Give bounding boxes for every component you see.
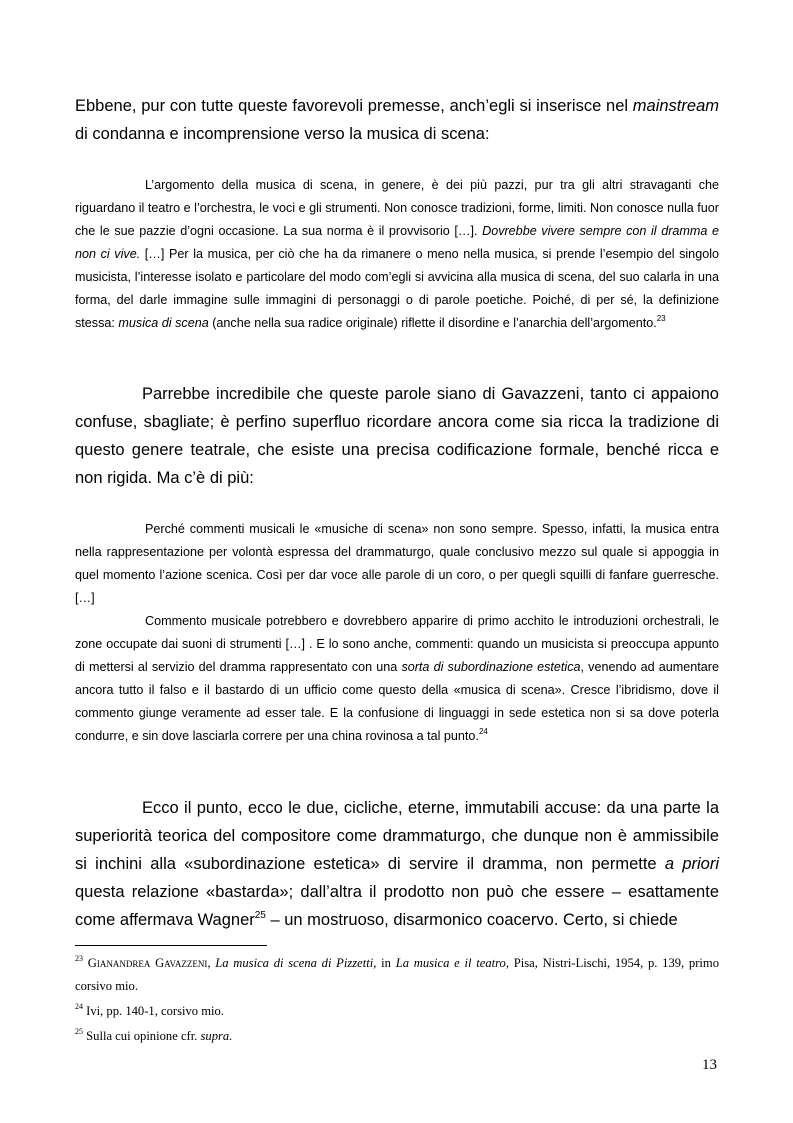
emphasis: musica di scena	[118, 316, 209, 330]
text-run: in	[376, 956, 396, 970]
block-quote-1	[75, 174, 719, 335]
text-run: Sulla cui opinione cfr.	[83, 1029, 201, 1043]
body-paragraph-3	[75, 794, 719, 934]
text-run: questa relazione «bastarda»; dall’altra il prodotto non può che essere – esattamente come affermava Wagner	[75, 883, 719, 929]
footnote-author: Gianandrea Gavazzeni	[87, 956, 208, 970]
footnote-ref[interactable]: 25	[254, 910, 266, 921]
text-run: , Pisa, Nistri-Lischi, 1954, p. 139, primo corsivo mio.	[75, 956, 720, 993]
intro-paragraph	[75, 92, 719, 148]
quote-paragraph	[75, 610, 719, 748]
text-run: di condanna e incomprensione verso la musica di scena:	[75, 125, 490, 143]
footnote-24	[75, 1000, 719, 1023]
footnote-ref[interactable]: 23	[656, 314, 666, 323]
footnote-ref[interactable]: 24	[478, 727, 488, 736]
emphasis: sorta di subordinazione estetica	[401, 660, 581, 674]
footnote-title: La musica di scena di Pizzetti,	[215, 956, 377, 970]
text-run: L’argomento della musica di scena, in genere, è dei più pazzi, pur tra gli altri stravaganti che riguardano il teatro e l’orchestra, le voci e gli strumenti. Non conosce tradizioni, forme, limiti. Non conosce nulla fuor che le sue pazzie d’ogni occasione. La sua norma è il provvisorio […].	[75, 178, 719, 238]
footnote-23	[75, 952, 719, 998]
emphasis: Dovrebbe vivere sempre con il dramma e non ci vive.	[75, 224, 720, 261]
footnote-title: La musica e il teatro	[395, 956, 506, 970]
block-quote-2	[75, 518, 719, 748]
text-run: […] Per la musica, per ciò che ha da rimanere o meno nella musica, si prende l’esempio del singolo musicista, l’interesse isolato e particolare del modo com’egli si avvicina alla musica di scena, del suo calarla in una forma, del darle immagine sulle immagini di personaggi o di parole poetiche. Poiché, di per sé, la definizione stessa:	[75, 247, 719, 330]
emphasis: a priori	[664, 855, 720, 873]
text-run: (anche nella sua radice originale) riflette il disordine e l’anarchia dell’argomento.	[208, 316, 657, 330]
text-run: Ebbene, pur con tutte queste favorevoli premesse, anch’egli si inserisce nel	[75, 97, 633, 115]
text-run: Commento musicale potrebbero e dovrebbero apparire di primo acchito le introduzioni orchestrali, le zone occupate dai suoni di strumenti […] . E lo sono anche, commenti: quando un musicista si preoccupa appunto di mettersi al servizio del dramma rappresentato con una	[75, 614, 719, 674]
quote-paragraph: Perché commenti musicali le «musiche di scena» non sono sempre. Spesso, infatti, la musica entra nella rappresentazione per volontà espressa del drammaturgo, quale conclusivo mezzo sul quale si appoggia in quel momento l’azione scenica. Così per dar voce alle parole di un coro, o per quegli squilli di fanfare guerresche. […]	[75, 522, 719, 605]
text-run: Ecco il punto, ecco le due, cicliche, eterne, immutabili accuse: da una parte la superiorità teorica del compositore come drammaturgo, che dunque non è ammissibile si inchini alla «subordinazione estetica» di servire il dramma, non permette	[75, 799, 719, 873]
body-paragraph-2: Parrebbe incredibile che queste parole siano di Gavazzeni, tanto ci appaiono confuse, sbagliate; è perfino superfluo ricordare ancora come sia ricca la tradizione di questo genere teatrale, che esiste una precisa codificazione formale, benché ricca e non rigida. Ma c’è di più:	[75, 385, 719, 487]
text-run: ,	[207, 956, 216, 970]
page-number: 13	[702, 1057, 717, 1073]
emphasis: mainstream	[632, 97, 719, 115]
text-run: Ivi, pp. 140-1, corsivo mio.	[83, 1004, 224, 1018]
quote-paragraph	[75, 174, 719, 335]
footnote-25	[75, 1025, 719, 1048]
text-run: , venendo ad aumentare ancora tutto il falso e il bastardo di un ufficio come questo della «musica di scena». Cresce l’ibridismo, dove il commento giunge veramente ad esser tale. E la confusione di linguaggi in sede estetica non si sa dove poterla condurre, e sin dove lasciarla correre per una china rovinosa a tal punto.	[75, 660, 719, 743]
text-run: – un mostruoso, disarmonico coacervo. Certo, si chiede	[265, 911, 678, 929]
footnote-number: 24	[75, 1002, 83, 1011]
footnotes	[75, 952, 719, 1050]
footnote-number: 25	[75, 1027, 83, 1036]
footnote-number: 23	[75, 954, 83, 963]
footnote-separator	[75, 945, 267, 946]
emphasis: supra.	[200, 1029, 233, 1043]
